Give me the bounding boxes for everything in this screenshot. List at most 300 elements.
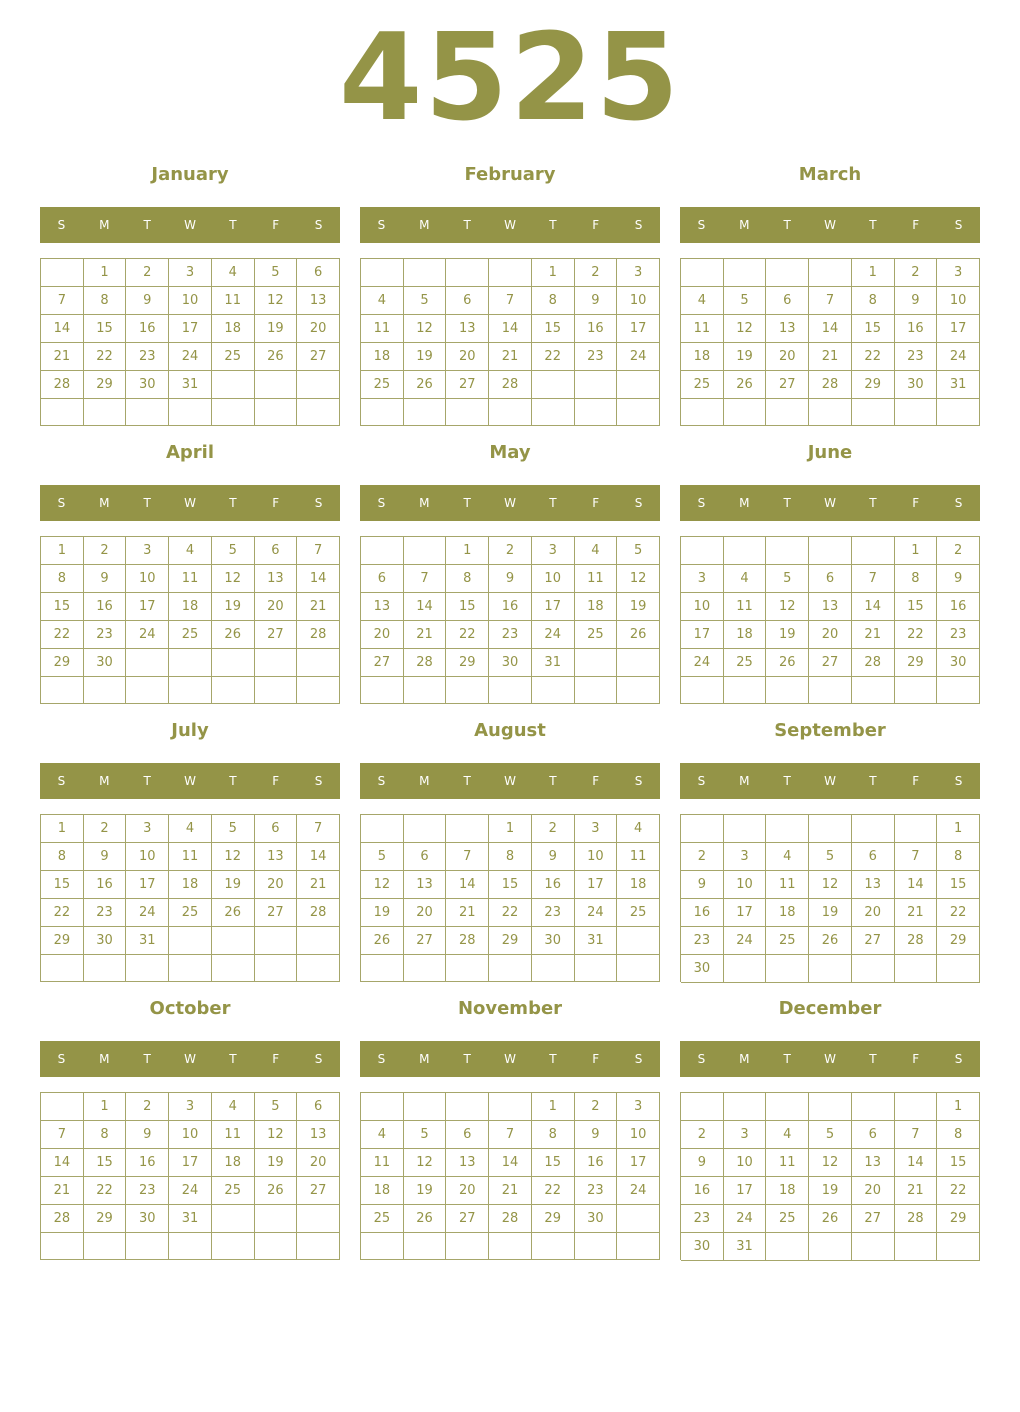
day-cell: 6 (852, 1121, 895, 1149)
day-cell: 18 (212, 1149, 255, 1177)
day-cell: 23 (681, 1205, 724, 1233)
day-cell: 3 (617, 1093, 660, 1121)
empty-day-cell (575, 649, 618, 677)
day-cell: 25 (766, 927, 809, 955)
day-cell: 24 (169, 1177, 212, 1205)
day-cell: 3 (126, 537, 169, 565)
day-cell: 29 (852, 371, 895, 399)
day-cell: 3 (532, 537, 575, 565)
empty-day-cell (41, 259, 84, 287)
day-cell: 14 (297, 843, 340, 871)
day-cell: 5 (809, 1121, 852, 1149)
day-cell: 14 (404, 593, 447, 621)
day-cell: 9 (84, 843, 127, 871)
weekday-label: W (824, 774, 836, 788)
day-cell: 13 (809, 593, 852, 621)
empty-day-cell (255, 371, 298, 399)
day-cell: 21 (852, 621, 895, 649)
day-cell: 9 (489, 565, 532, 593)
weekday-label: T (143, 774, 151, 788)
month-title: July (171, 720, 209, 741)
day-cell: 9 (84, 565, 127, 593)
day-cell: 6 (446, 1121, 489, 1149)
empty-day-cell (532, 399, 575, 426)
day-cell: 19 (255, 1149, 298, 1177)
day-cell: 11 (681, 315, 724, 343)
day-cell: 5 (404, 1121, 447, 1149)
empty-day-cell (809, 955, 852, 983)
empty-day-cell (724, 537, 767, 565)
day-cell: 28 (895, 1205, 938, 1233)
empty-day-cell (41, 1093, 84, 1121)
day-cell: 6 (446, 287, 489, 315)
day-cell: 3 (724, 843, 767, 871)
day-cell: 21 (809, 343, 852, 371)
day-grid (680, 1092, 980, 1260)
day-cell: 19 (255, 315, 298, 343)
day-cell: 25 (361, 1205, 404, 1233)
day-cell: 21 (489, 1177, 532, 1205)
day-cell: 10 (169, 287, 212, 315)
empty-day-cell (446, 955, 489, 982)
day-cell: 24 (724, 927, 767, 955)
day-cell: 5 (255, 1093, 298, 1121)
empty-day-cell (852, 399, 895, 426)
day-cell: 25 (617, 899, 660, 927)
day-cell: 29 (895, 649, 938, 677)
day-cell: 7 (297, 537, 340, 565)
day-cell: 2 (84, 815, 127, 843)
day-cell: 24 (575, 899, 618, 927)
empty-day-cell (169, 399, 212, 426)
day-cell: 4 (212, 1093, 255, 1121)
day-cell: 19 (809, 899, 852, 927)
weekday-label: W (824, 1052, 836, 1066)
empty-day-cell (766, 1233, 809, 1261)
day-cell: 11 (575, 565, 618, 593)
day-cell: 25 (212, 1177, 255, 1205)
empty-day-cell (255, 1233, 298, 1260)
day-cell: 26 (255, 1177, 298, 1205)
weekday-label: S (954, 218, 963, 232)
month-title: May (489, 442, 531, 463)
empty-day-cell (212, 955, 255, 982)
weekday-label: T (783, 218, 791, 232)
day-cell: 21 (404, 621, 447, 649)
weekday-label: W (184, 774, 196, 788)
empty-day-cell (895, 1093, 938, 1121)
empty-day-cell (681, 399, 724, 426)
day-cell: 14 (852, 593, 895, 621)
weekday-header (40, 763, 340, 799)
empty-day-cell (446, 399, 489, 426)
day-cell: 7 (41, 287, 84, 315)
day-cell: 17 (937, 315, 980, 343)
empty-day-cell (766, 815, 809, 843)
day-grid (680, 536, 980, 704)
day-cell: 20 (361, 621, 404, 649)
day-cell: 12 (212, 843, 255, 871)
day-cell: 6 (297, 1093, 340, 1121)
day-cell: 26 (617, 621, 660, 649)
empty-day-cell (852, 815, 895, 843)
day-cell: 3 (724, 1121, 767, 1149)
weekday-label: W (824, 218, 836, 232)
weekday-label: T (229, 774, 237, 788)
weekday-label: F (272, 218, 280, 232)
empty-day-cell (212, 927, 255, 955)
empty-day-cell (446, 259, 489, 287)
day-cell: 25 (766, 1205, 809, 1233)
day-cell: 1 (937, 1093, 980, 1121)
empty-day-cell (489, 1233, 532, 1260)
month-title: October (149, 998, 231, 1019)
day-cell: 30 (489, 649, 532, 677)
day-cell: 30 (84, 649, 127, 677)
day-cell: 18 (169, 871, 212, 899)
day-cell: 23 (575, 343, 618, 371)
day-cell: 16 (532, 871, 575, 899)
day-cell: 13 (852, 1149, 895, 1177)
day-cell: 31 (937, 371, 980, 399)
empty-day-cell (809, 399, 852, 426)
weekday-label: T (143, 496, 151, 510)
day-grid (680, 814, 980, 982)
day-cell: 22 (84, 343, 127, 371)
day-cell: 27 (446, 1205, 489, 1233)
weekday-label: T (869, 218, 877, 232)
day-cell: 11 (169, 843, 212, 871)
weekday-header (40, 485, 340, 521)
day-cell: 28 (809, 371, 852, 399)
day-cell: 13 (297, 1121, 340, 1149)
day-cell: 24 (617, 1177, 660, 1205)
day-cell: 22 (489, 899, 532, 927)
day-cell: 4 (617, 815, 660, 843)
day-cell: 6 (809, 565, 852, 593)
day-cell: 11 (212, 1121, 255, 1149)
weekday-label: S (697, 774, 706, 788)
day-cell: 31 (532, 649, 575, 677)
day-cell: 27 (361, 649, 404, 677)
day-cell: 6 (852, 843, 895, 871)
day-cell: 8 (895, 565, 938, 593)
weekday-label: F (272, 774, 280, 788)
day-cell: 21 (489, 343, 532, 371)
day-cell: 26 (212, 621, 255, 649)
day-cell: 10 (126, 843, 169, 871)
day-cell: 6 (404, 843, 447, 871)
day-cell: 14 (41, 1149, 84, 1177)
empty-day-cell (852, 537, 895, 565)
day-cell: 5 (404, 287, 447, 315)
day-cell: 30 (126, 1205, 169, 1233)
weekday-label: M (99, 496, 110, 510)
day-cell: 10 (532, 565, 575, 593)
day-cell: 19 (617, 593, 660, 621)
empty-day-cell (617, 1205, 660, 1233)
day-cell: 26 (212, 899, 255, 927)
empty-day-cell (169, 649, 212, 677)
day-cell: 28 (41, 371, 84, 399)
day-cell: 26 (809, 1205, 852, 1233)
day-cell: 27 (297, 1177, 340, 1205)
day-cell: 15 (84, 1149, 127, 1177)
empty-day-cell (297, 1205, 340, 1233)
day-cell: 21 (297, 871, 340, 899)
weekday-label: S (314, 218, 323, 232)
day-cell: 17 (617, 315, 660, 343)
day-cell: 2 (532, 815, 575, 843)
day-cell: 15 (532, 315, 575, 343)
day-cell: 21 (446, 899, 489, 927)
empty-day-cell (212, 1205, 255, 1233)
day-cell: 4 (681, 287, 724, 315)
day-cell: 10 (724, 1149, 767, 1177)
day-cell: 15 (84, 315, 127, 343)
day-cell: 30 (681, 955, 724, 983)
day-cell: 7 (404, 565, 447, 593)
day-cell: 12 (361, 871, 404, 899)
day-cell: 25 (575, 621, 618, 649)
day-cell: 7 (895, 1121, 938, 1149)
empty-day-cell (255, 1205, 298, 1233)
weekday-label: S (634, 218, 643, 232)
month-title: December (778, 998, 882, 1019)
day-cell: 23 (84, 621, 127, 649)
day-cell: 15 (937, 1149, 980, 1177)
day-cell: 15 (852, 315, 895, 343)
day-cell: 24 (681, 649, 724, 677)
day-cell: 11 (361, 315, 404, 343)
day-cell: 14 (895, 871, 938, 899)
day-cell: 11 (212, 287, 255, 315)
weekday-header (680, 207, 980, 243)
day-cell: 8 (852, 287, 895, 315)
day-cell: 1 (532, 1093, 575, 1121)
day-cell: 5 (766, 565, 809, 593)
day-cell: 30 (126, 371, 169, 399)
day-cell: 29 (84, 1205, 127, 1233)
day-cell: 28 (489, 1205, 532, 1233)
day-cell: 29 (937, 1205, 980, 1233)
weekday-label: W (184, 496, 196, 510)
empty-day-cell (361, 259, 404, 287)
empty-day-cell (126, 677, 169, 704)
empty-day-cell (361, 1233, 404, 1260)
day-cell: 26 (255, 343, 298, 371)
day-cell: 13 (446, 315, 489, 343)
day-cell: 18 (212, 315, 255, 343)
empty-day-cell (255, 677, 298, 704)
day-cell: 4 (724, 565, 767, 593)
day-grid (40, 814, 340, 982)
empty-day-cell (681, 677, 724, 704)
day-cell: 27 (446, 371, 489, 399)
day-cell: 22 (532, 1177, 575, 1205)
day-cell: 26 (724, 371, 767, 399)
day-cell: 20 (297, 315, 340, 343)
day-cell: 16 (489, 593, 532, 621)
day-cell: 4 (766, 843, 809, 871)
empty-day-cell (575, 371, 618, 399)
weekday-label: W (184, 1052, 196, 1066)
day-cell: 1 (41, 815, 84, 843)
month-title: June (807, 442, 853, 463)
day-cell: 25 (169, 621, 212, 649)
weekday-label: T (549, 218, 557, 232)
empty-day-cell (41, 955, 84, 982)
day-cell: 31 (126, 927, 169, 955)
day-cell: 22 (937, 899, 980, 927)
day-cell: 4 (766, 1121, 809, 1149)
day-cell: 9 (126, 287, 169, 315)
weekday-label: F (592, 496, 600, 510)
day-cell: 29 (41, 927, 84, 955)
day-cell: 5 (809, 843, 852, 871)
day-cell: 14 (895, 1149, 938, 1177)
day-cell: 8 (84, 1121, 127, 1149)
empty-day-cell (169, 1233, 212, 1260)
weekday-label: M (739, 218, 750, 232)
empty-day-cell (937, 1233, 980, 1261)
empty-day-cell (446, 1233, 489, 1260)
weekday-label: W (504, 774, 516, 788)
empty-day-cell (681, 1093, 724, 1121)
weekday-label: S (57, 218, 66, 232)
day-cell: 23 (126, 343, 169, 371)
day-cell: 3 (169, 259, 212, 287)
day-cell: 22 (446, 621, 489, 649)
day-cell: 18 (575, 593, 618, 621)
day-cell: 20 (255, 593, 298, 621)
empty-day-cell (724, 1093, 767, 1121)
day-cell: 3 (169, 1093, 212, 1121)
weekday-label: S (314, 774, 323, 788)
weekday-label: S (57, 1052, 66, 1066)
day-cell: 15 (41, 593, 84, 621)
empty-day-cell (681, 259, 724, 287)
day-cell: 7 (489, 287, 532, 315)
day-cell: 12 (255, 287, 298, 315)
empty-day-cell (212, 371, 255, 399)
day-cell: 18 (361, 343, 404, 371)
day-cell: 9 (575, 287, 618, 315)
day-cell: 7 (297, 815, 340, 843)
day-cell: 10 (724, 871, 767, 899)
weekday-label: M (419, 774, 430, 788)
weekday-label: M (419, 496, 430, 510)
empty-day-cell (724, 399, 767, 426)
day-cell: 1 (446, 537, 489, 565)
day-cell: 27 (852, 1205, 895, 1233)
day-cell: 13 (852, 871, 895, 899)
day-cell: 5 (724, 287, 767, 315)
weekday-label: F (592, 774, 600, 788)
day-cell: 29 (532, 1205, 575, 1233)
day-cell: 21 (41, 1177, 84, 1205)
weekday-label: S (377, 218, 386, 232)
day-cell: 30 (575, 1205, 618, 1233)
weekday-label: M (739, 496, 750, 510)
day-cell: 14 (489, 315, 532, 343)
day-cell: 23 (681, 927, 724, 955)
empty-day-cell (84, 399, 127, 426)
empty-day-cell (895, 1233, 938, 1261)
day-cell: 24 (937, 343, 980, 371)
day-cell: 19 (809, 1177, 852, 1205)
day-cell: 19 (766, 621, 809, 649)
empty-day-cell (895, 815, 938, 843)
day-cell: 23 (84, 899, 127, 927)
day-cell: 3 (126, 815, 169, 843)
weekday-label: T (783, 496, 791, 510)
empty-day-cell (404, 955, 447, 982)
day-cell: 20 (766, 343, 809, 371)
empty-day-cell (681, 537, 724, 565)
day-cell: 17 (681, 621, 724, 649)
empty-day-cell (84, 1233, 127, 1260)
empty-day-cell (404, 1233, 447, 1260)
empty-day-cell (126, 1233, 169, 1260)
day-cell: 16 (681, 1177, 724, 1205)
day-cell: 12 (404, 315, 447, 343)
weekday-label: S (634, 1052, 643, 1066)
month-title: September (774, 720, 886, 741)
empty-day-cell (489, 677, 532, 704)
day-cell: 10 (126, 565, 169, 593)
empty-day-cell (404, 537, 447, 565)
day-cell: 12 (404, 1149, 447, 1177)
day-cell: 16 (84, 593, 127, 621)
empty-day-cell (617, 399, 660, 426)
day-cell: 5 (361, 843, 404, 871)
day-cell: 7 (809, 287, 852, 315)
day-cell: 19 (404, 1177, 447, 1205)
day-cell: 19 (212, 593, 255, 621)
weekday-label: M (739, 1052, 750, 1066)
day-cell: 21 (41, 343, 84, 371)
weekday-label: S (697, 496, 706, 510)
weekday-label: S (314, 1052, 323, 1066)
day-cell: 2 (575, 259, 618, 287)
empty-day-cell (297, 677, 340, 704)
day-cell: 26 (404, 371, 447, 399)
day-grid (360, 536, 660, 704)
empty-day-cell (766, 537, 809, 565)
day-cell: 9 (895, 287, 938, 315)
empty-day-cell (489, 259, 532, 287)
day-cell: 13 (255, 565, 298, 593)
day-cell: 8 (532, 287, 575, 315)
weekday-label: M (99, 1052, 110, 1066)
weekday-label: T (463, 218, 471, 232)
empty-day-cell (617, 1233, 660, 1260)
empty-day-cell (766, 677, 809, 704)
empty-day-cell (489, 955, 532, 982)
day-cell: 28 (297, 899, 340, 927)
empty-day-cell (361, 537, 404, 565)
day-cell: 1 (852, 259, 895, 287)
day-cell: 24 (126, 899, 169, 927)
empty-day-cell (212, 399, 255, 426)
empty-day-cell (532, 371, 575, 399)
day-cell: 18 (766, 899, 809, 927)
day-cell: 11 (617, 843, 660, 871)
day-grid (360, 814, 660, 982)
empty-day-cell (297, 399, 340, 426)
month-title: February (464, 164, 556, 185)
